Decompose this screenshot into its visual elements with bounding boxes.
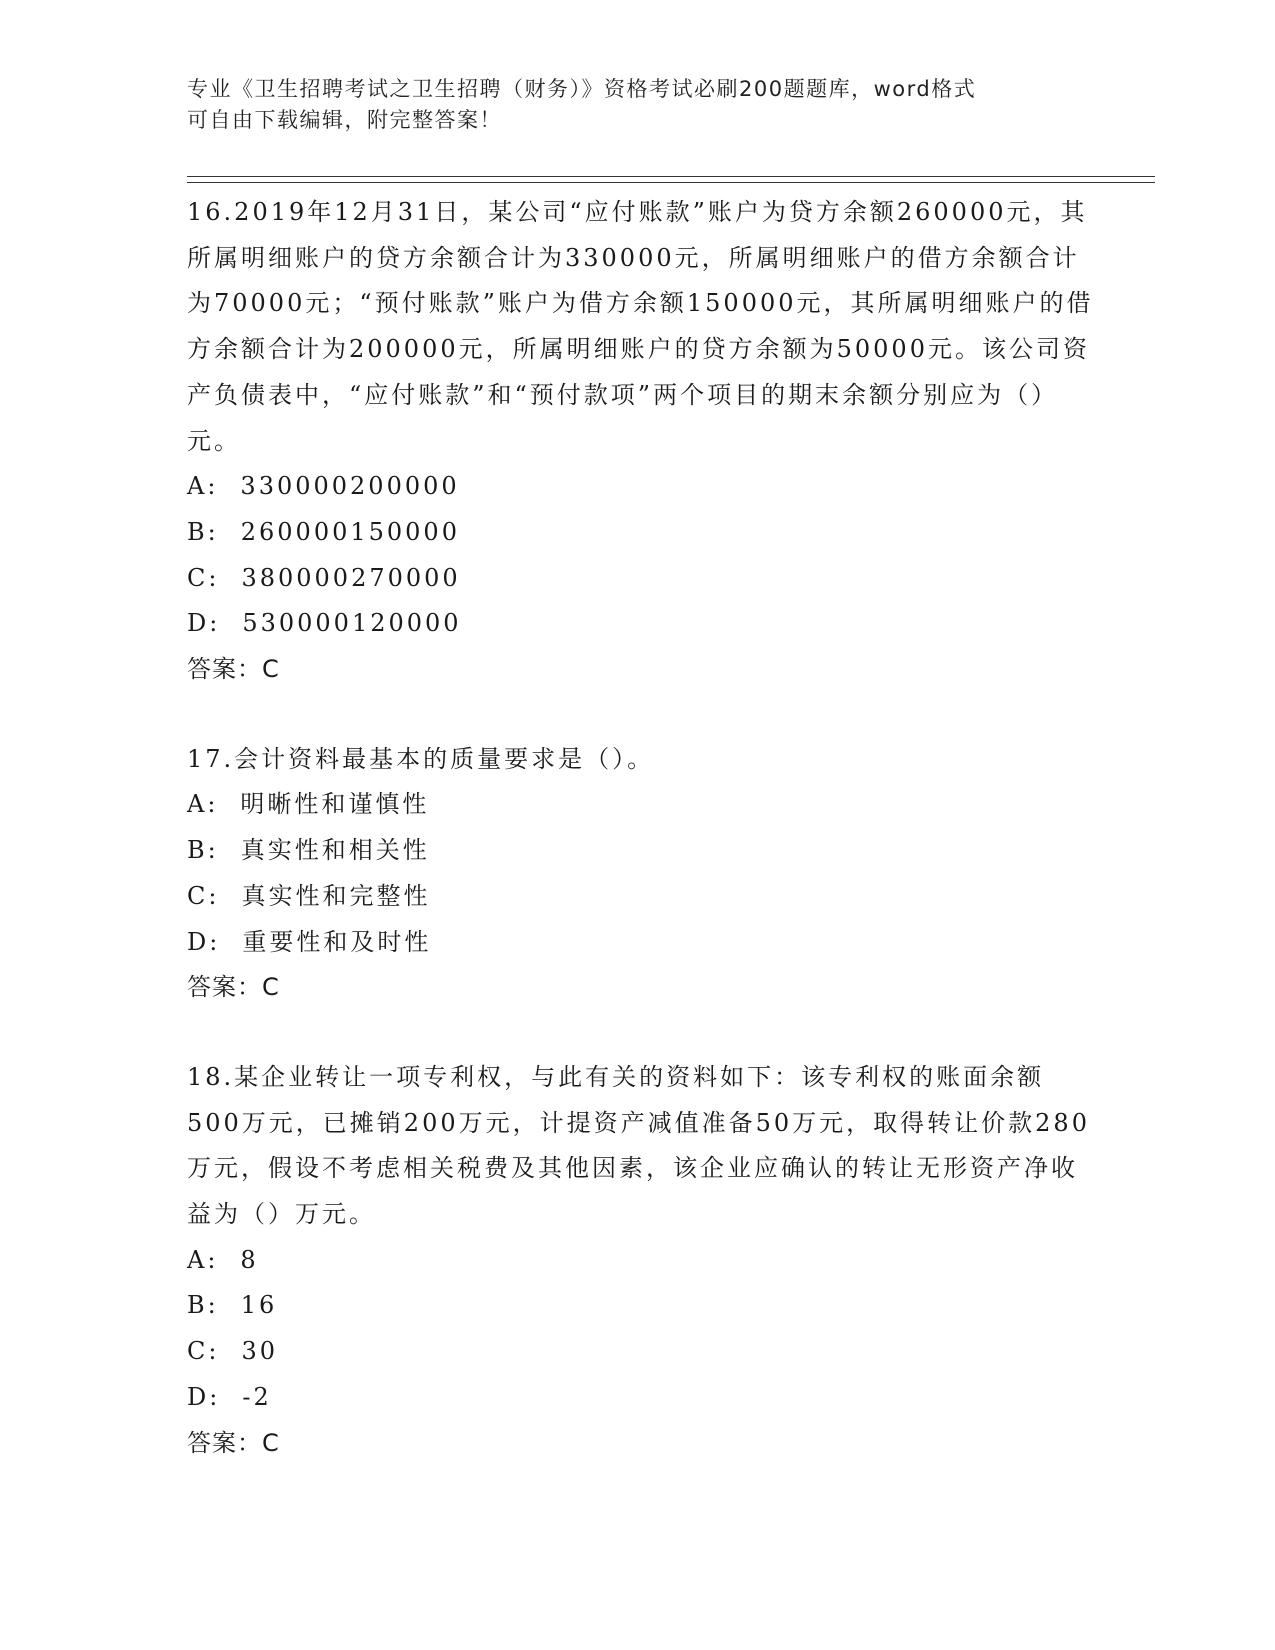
option-b (187, 510, 1097, 556)
answer-line: 答案：C (187, 1428, 280, 1457)
header-divider-bottom (187, 182, 1155, 183)
option-text: 明晰性和谨慎性 (240, 790, 430, 819)
option-a (187, 464, 1097, 510)
option-letter: B: (187, 836, 219, 865)
option-a (187, 782, 1097, 828)
option-letter: B: (187, 517, 219, 546)
option-text: 8 (240, 1245, 259, 1274)
answer-line: 答案：C (187, 973, 280, 1002)
option-b (187, 828, 1097, 874)
question-stem: 16.2019年12月31日，某公司“应付账款”账户为贷方余额260000元，其所属明细账户的贷方余额合计为330000元，所属明细账户的借方余额合计为70000元；“预付账款”账户为借方余额150000元，其所属明细账户的借方余额合计为200000元，所属明细账户的贷方余额为50000元。该公司资产负债表中，“应付账款”和“预付款项”两个项目的期末余额分别应为（）元。 (187, 198, 1094, 455)
option-text: 30 (241, 1337, 278, 1366)
option-d (187, 920, 1097, 966)
question-18 (187, 1055, 1097, 1466)
option-letter: C: (187, 881, 220, 910)
question-17 (187, 737, 1097, 1011)
question-16 (187, 190, 1097, 693)
header-line-1: 专业《卫生招聘考试之卫生招聘（财务）》资格考试必刷200题题库，word格式 (187, 77, 977, 101)
answer-line: 答案：C (187, 655, 280, 684)
option-d (187, 601, 1097, 647)
option-text: -2 (242, 1382, 272, 1411)
option-letter: D: (187, 927, 221, 956)
option-text: 380000270000 (241, 563, 461, 592)
option-c (187, 1329, 1097, 1375)
option-letter: C: (187, 1337, 220, 1366)
option-text: 530000120000 (242, 609, 462, 638)
option-b (187, 1283, 1097, 1329)
option-letter: D: (187, 609, 221, 638)
option-a (187, 1238, 1097, 1284)
question-stem: 18.某企业转让一项专利权，与此有关的资料如下：该专利权的账面余额500万元，已摊销200万元，计提资产减值准备50万元，取得转让价款280万元，假设不考虑相关税费及其他因素，该企业应确认的转让无形资产净收益为（）万元。 (187, 1062, 1090, 1229)
option-letter: A: (187, 472, 219, 501)
question-stem: 17.会计资料最基本的质量要求是（）。 (187, 744, 655, 773)
option-c (187, 556, 1097, 602)
header-divider-top (187, 176, 1155, 177)
option-text: 真实性和完整性 (241, 881, 431, 910)
option-letter: D: (187, 1382, 221, 1411)
option-d (187, 1375, 1097, 1421)
option-letter: A: (187, 1245, 219, 1274)
option-letter: A: (187, 790, 219, 819)
option-letter: B: (187, 1291, 219, 1320)
option-c (187, 874, 1097, 920)
option-text: 重要性和及时性 (242, 927, 432, 956)
question-list (187, 190, 1097, 1510)
option-text: 330000200000 (240, 472, 460, 501)
option-text: 16 (240, 1291, 278, 1320)
document-header (187, 74, 1087, 136)
header-line-2: 可自由下载编辑，附完整答案！ (187, 108, 502, 132)
option-text: 260000150000 (240, 517, 460, 546)
option-text: 真实性和相关性 (240, 836, 430, 865)
option-letter: C: (187, 563, 220, 592)
